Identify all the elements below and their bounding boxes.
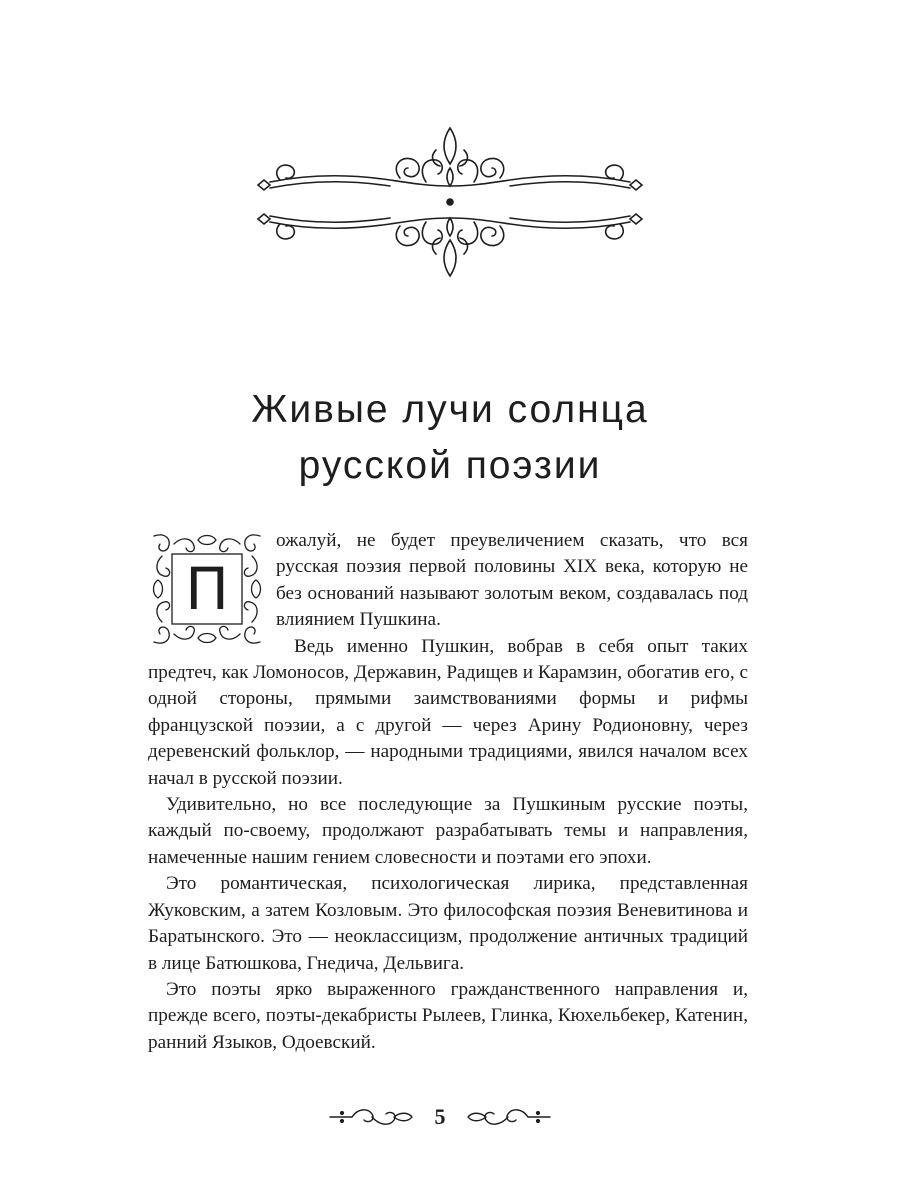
page-footer xyxy=(320,1100,580,1134)
paragraph-2: Ведь именно Пушкин, вобрав в себя опыт таких предтеч, как Ломоносов, Державин, Радищев и Карамзин, обогатив его, с одной стороны, прямыми заимствованиями формы и рифмы французской поэзии, а с другой — через Арину Родионовну, через деревенский фольклор, — народными традициями, явился началом всех начал в русской поэзии. xyxy=(148,635,748,789)
chapter-title xyxy=(0,382,900,494)
footer-flourish-right-icon xyxy=(466,1104,552,1130)
drop-cap-letter: П xyxy=(185,555,229,623)
chapter-title-line-2: русской поэзии xyxy=(298,444,602,487)
chapter-title-line-1: Живые лучи солнца xyxy=(251,388,649,431)
paragraph-3: Удивительно, но все последующие за Пушкиным русские поэты, каждый по-своему, продолжают разрабатывать темы и направления, намеченные нашим гением словесности и поэтами его эпохи. xyxy=(148,794,748,868)
page-number: 5 xyxy=(434,1104,446,1129)
paragraph-5: Это поэты ярко выраженного гражданственного направления и, прежде всего, поэты-декабристы Рылеев, Глинка, Кюхельбекер, Катенин, ранний Языков, Одоевский. xyxy=(148,978,748,1053)
paragraph-4: Это романтическая, психологическая лирика, представленная Жуковским, а затем Козловым. Это философская поэзия Веневитинова и Баратынского. Это — неоклассицизм, продолжение античных традиций в лице Батюшкова, Гнедича, Дельвига. xyxy=(148,873,748,974)
footer-flourish-left-icon xyxy=(328,1104,414,1130)
decorative-ornament-top xyxy=(250,122,650,282)
drop-cap xyxy=(148,530,266,648)
paragraph-1: ожалуй, не будет преувеличением сказать, что вся русская поэзия первой половины XIX века, которую не без оснований называют золотым веком, создавалась под влиянием Пушкина. xyxy=(276,530,748,631)
chapter-body xyxy=(148,528,748,1056)
